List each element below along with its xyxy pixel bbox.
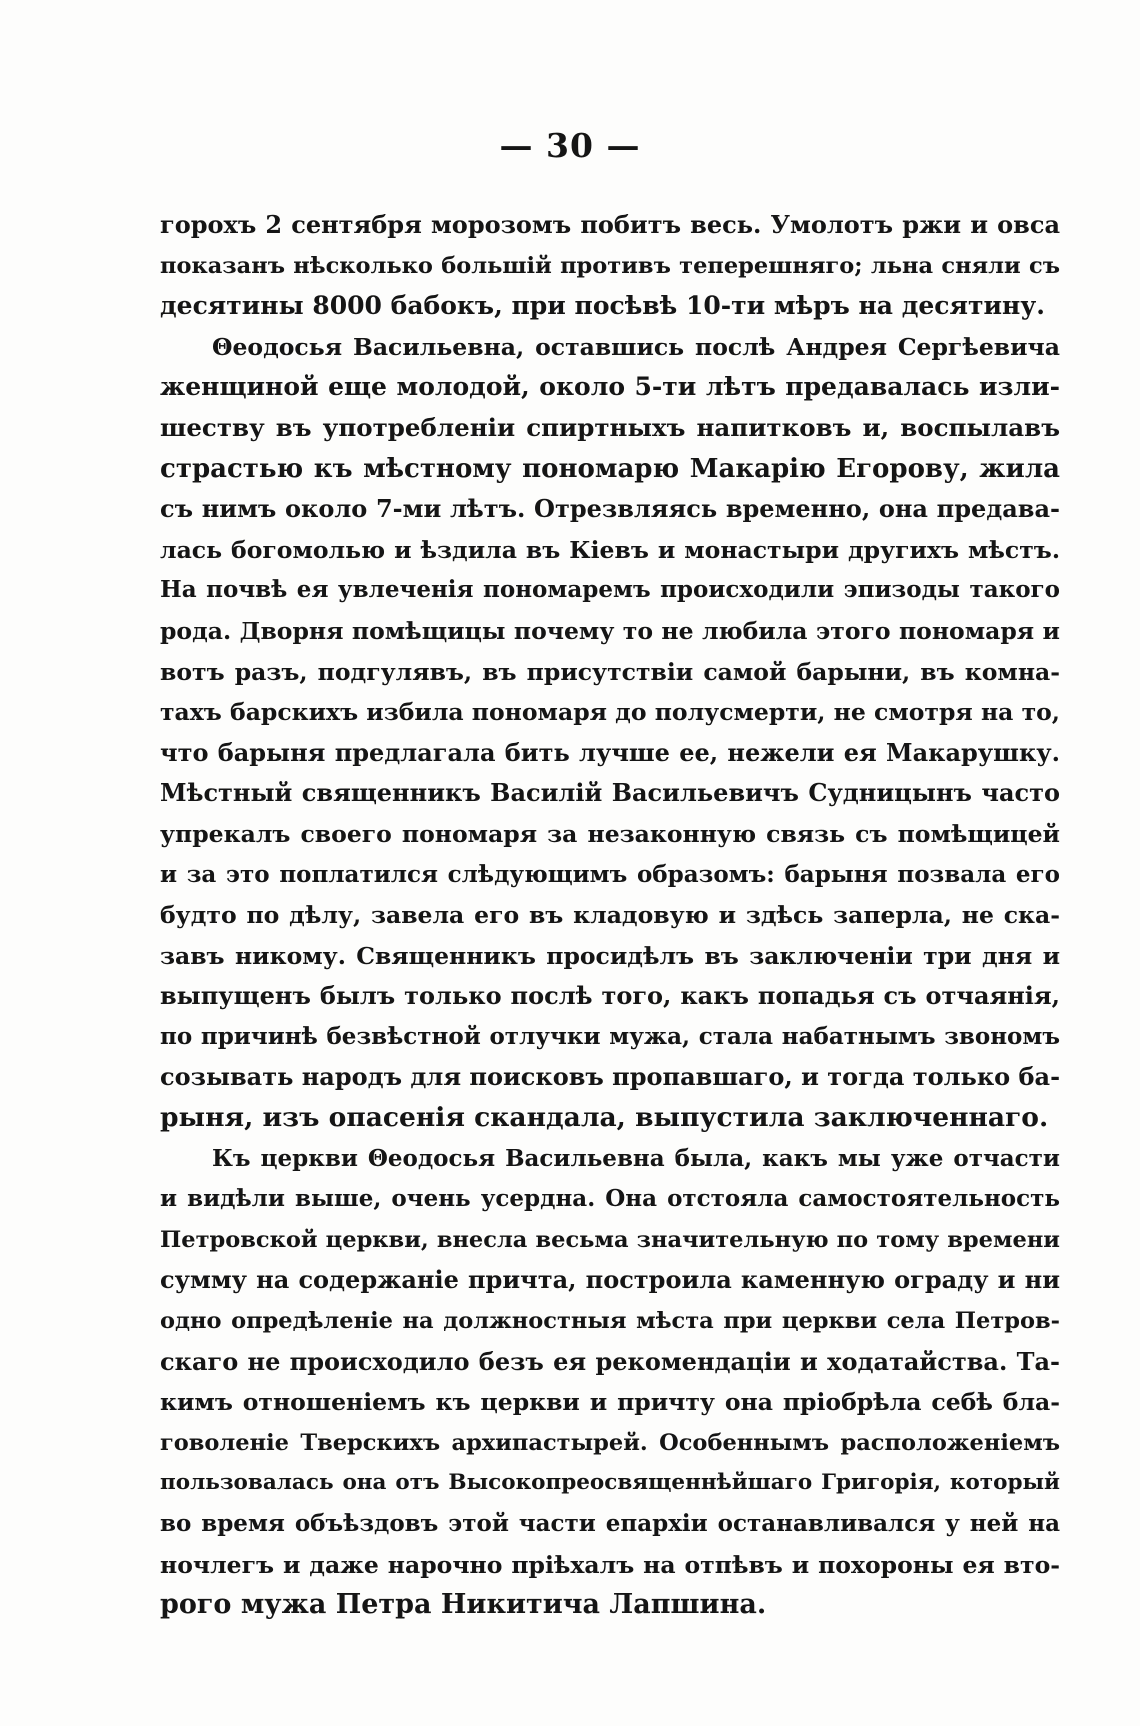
text-line: женщиной еще молодой, около 5-ти лѣтъ предавалась изли- — [160, 372, 1060, 402]
paragraph-first-line: Θеодосья Васильевна, оставшись послѣ Андрея Сергѣевича — [212, 332, 1060, 361]
text-line: и видѣли выше, очень усердна. Она отстояла самостоятельность — [160, 1185, 1060, 1213]
text-line: завъ никому. Священникъ просидѣлъ въ заключеніи три дня и — [160, 941, 1060, 970]
text-line: лась богомолью и ѣздила въ Кіевъ и монастыри другихъ мѣстъ. — [160, 535, 1060, 564]
text-line: упрекалъ своего пономаря за незаконную связь съ помѣщицей — [160, 819, 1060, 848]
paragraph-first-line: Къ церкви Θеодосья Васильевна была, какъ мы уже отчасти — [212, 1144, 1060, 1172]
text-line: говоленіе Тверскихъ архипастырей. Особеннымъ расположеніемъ — [160, 1429, 1060, 1456]
text-line: во время объѣздовъ этой части епархіи останавливался у ней на — [160, 1510, 1060, 1537]
text-line: На почвѣ ея увлеченія пономаремъ происходили эпизоды такого — [160, 576, 1060, 604]
text-line: кимъ отношеніемъ къ церкви и причту она пріобрѣла себѣ бла- — [160, 1388, 1060, 1417]
text-line: скаго не происходило безъ ея рекомендаціи и ходатайства. Та- — [160, 1346, 1060, 1376]
text-line: рого мужа Петра Никитича Лапшина. — [160, 1589, 767, 1621]
text-line: одно опредѣленіе на должностныя мѣста при церкви села Петров- — [160, 1308, 1060, 1335]
text-line: тахъ барскихъ избила пономаря до полусмерти, не смотря на то, — [160, 698, 1060, 727]
text-line: Петровской церкви, внесла весьма значительную по тому времени — [160, 1226, 1060, 1253]
page-number: — 30 — — [499, 126, 641, 165]
text-line: рыня, изъ опасенія скандала, выпустила заключеннаго. — [160, 1102, 1049, 1134]
text-line: выпущенъ былъ только послѣ того, какъ попадья съ отчаянія, — [160, 981, 1060, 1011]
text-line: ночлегъ и даже нарочно пріѣхалъ на отпѣвъ и похороны ея вто- — [160, 1550, 1060, 1579]
text-line: Мѣстный священникъ Василій Васильевичъ Судницынъ часто — [160, 778, 1060, 808]
text-line: десятины 8000 бабокъ, при посѣвѣ 10-ти мѣръ на десятину. — [160, 291, 1046, 321]
text-line: сумму на содержаніе причта, построила каменную ограду и ни — [160, 1265, 1060, 1295]
text-line: что барыня предлагала бить лучше ее, нежели ея Макарушку. — [160, 737, 1060, 767]
text-line: вотъ разъ, подгулявъ, въ присутствіи самой барыни, въ комна- — [160, 657, 1060, 686]
text-line: по причинѣ безвѣстной отлучки мужа, стала набатнымъ звономъ — [160, 1022, 1060, 1050]
text-line: горохъ 2 сентября морозомъ побитъ весь. Умолотъ ржи и овса — [160, 210, 1060, 239]
text-line: показанъ нѣсколько большій противъ теперешняго; льна сняли съ — [160, 252, 1060, 279]
text-line: страстью къ мѣстному пономарю Макарію Егорову, жила — [160, 453, 1060, 484]
text-line: пользовалась она отъ Высокопреосвященнѣйшаго Григорія, который — [160, 1470, 1060, 1496]
text-line: будто по дѣлу, завела его въ кладовую и здѣсь заперла, не ска- — [160, 901, 1060, 930]
body-text — [160, 205, 1060, 1626]
text-line: созывать народъ для поисковъ пропавшаго, и тогда только ба- — [160, 1062, 1060, 1092]
text-line: съ нимъ около 7-ми лѣтъ. Отрезвляясь временно, она предава- — [160, 494, 1060, 524]
text-line: рода. Дворня помѣщицы почему то не любила этого пономаря и — [160, 616, 1060, 645]
text-line: и за это поплатился слѣдующимъ образомъ: барыня позвала его — [160, 860, 1060, 888]
text-line: шеству въ употребленіи спиртныхъ напитковъ и, воспылавъ — [160, 412, 1060, 442]
